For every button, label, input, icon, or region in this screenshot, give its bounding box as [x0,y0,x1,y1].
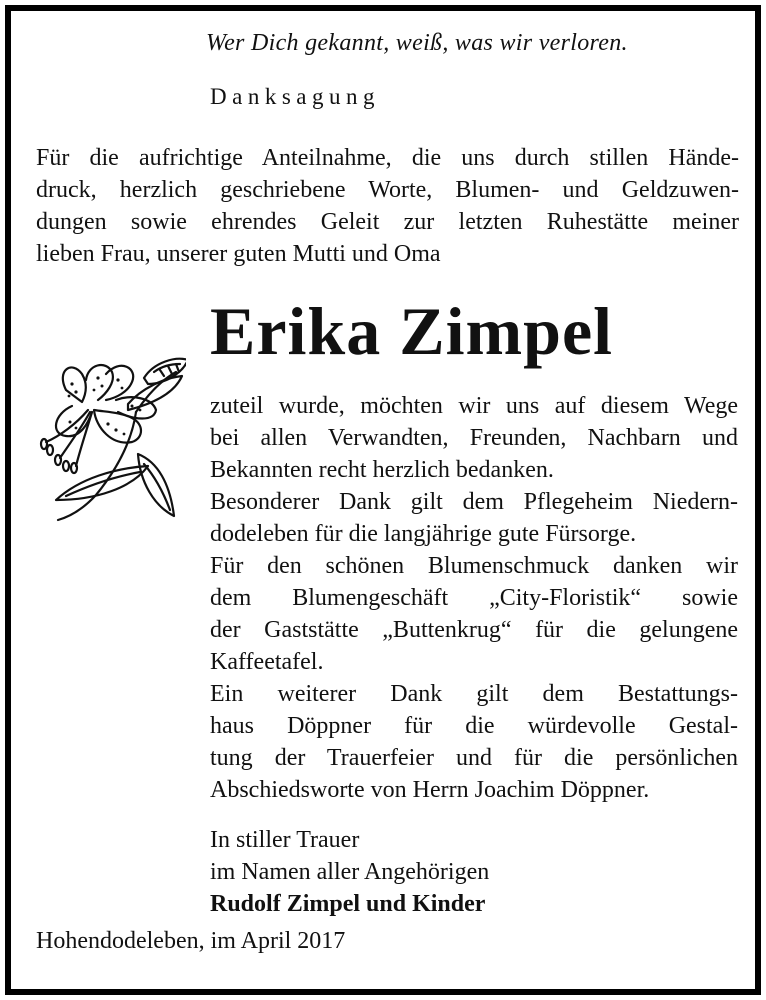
closing-line: im Namen aller Angehörigen [210,859,490,885]
body-line: zuteil wurde, möchten wir uns auf diesem Wege [210,393,738,419]
intro-line: druck, herzlich geschriebene Worte, Blumen- und Geldzuwen- [36,177,739,203]
intro-line: lieben Frau, unserer guten Mutti und Oma [36,241,441,267]
intro-line: Für die aufrichtige Anteilnahme, die uns durch stillen Hände- [36,145,739,171]
body-line: dodeleben für die langjährige gute Fürsorge. [210,521,637,547]
body-line: dem Blumengeschäft „City-Floristik“ sowie [210,585,738,611]
heading: Danksagung [210,84,380,109]
motto: Wer Dich gekannt, weiß, was wir verloren. [206,30,628,56]
place-date: Hohendodeleben, im April 2017 [36,928,346,954]
body-line: Für den schönen Blumenschmuck danken wir [210,553,738,579]
body-line: Abschiedsworte von Herrn Joachim Döppner. [210,777,650,803]
signature: Rudolf Zimpel und Kinder [210,891,486,917]
body-line: Bekannten recht herzlich bedanken. [210,457,554,483]
body-line: der Gaststätte „Buttenkrug“ für die gelungene [210,617,738,643]
body-line: bei allen Verwandten, Freunden, Nachbarn und [210,425,738,451]
closing-line: In stiller Trauer [210,827,360,853]
body-line: Ein weiterer Dank gilt dem Bestattungs- [210,681,738,707]
lily-flower-icon [36,350,186,525]
deceased-name: Erika Zimpel [210,293,614,369]
body-line: haus Döppner für die würdevolle Gestal- [210,713,738,739]
intro-line: dungen sowie ehrendes Geleit zur letzten Ruhestätte meiner [36,209,739,235]
body-line: Kaffeetafel. [210,649,324,675]
body-line: tung der Trauerfeier und für die persönlichen [210,745,738,771]
body-line: Besonderer Dank gilt dem Pflegeheim Niedern- [210,489,738,515]
